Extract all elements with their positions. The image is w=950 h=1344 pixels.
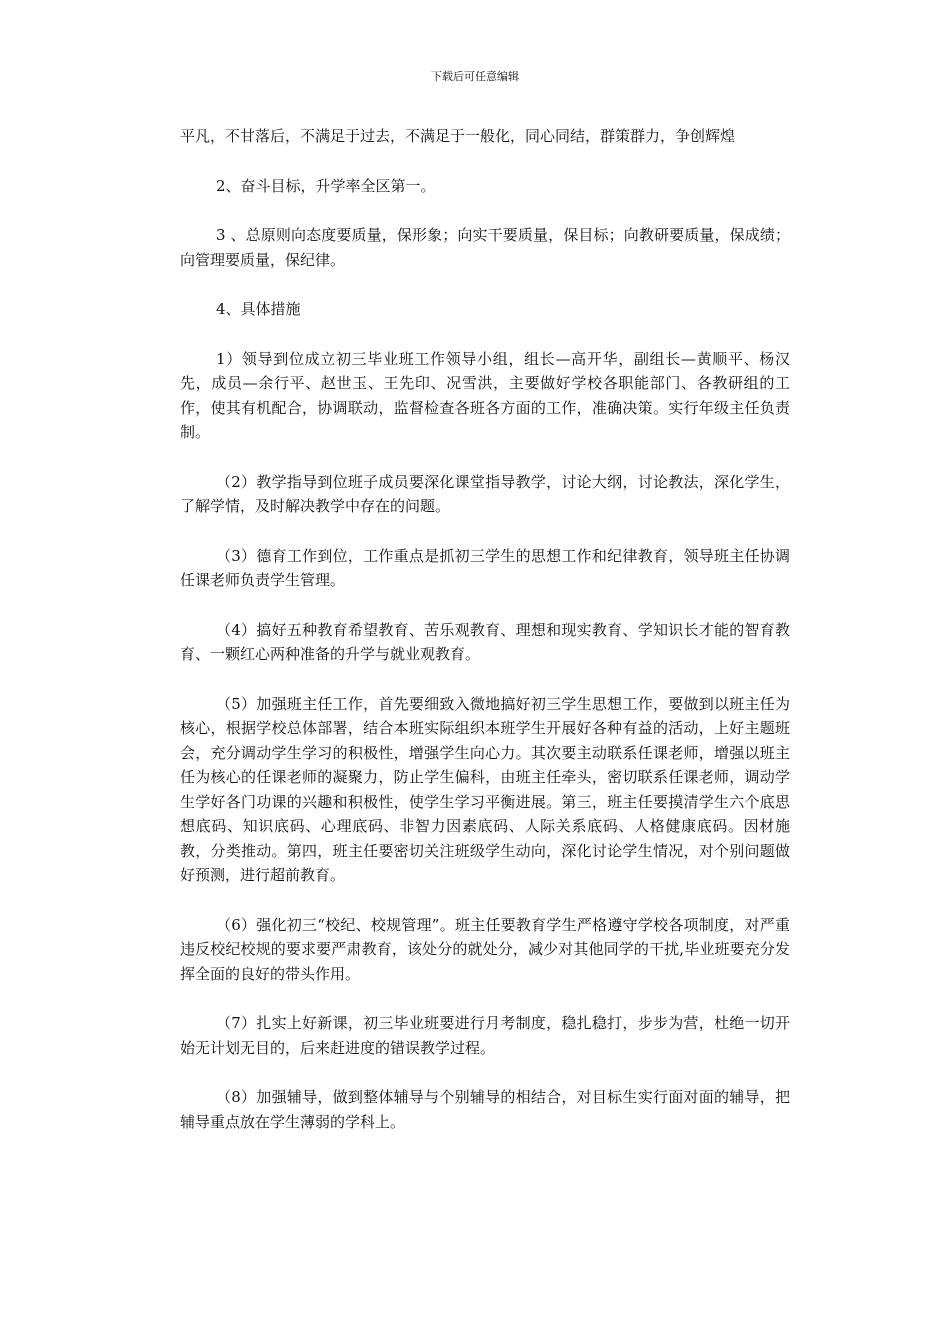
paragraph-measure-2: （2）教学指导到位班子成员要深化课堂指导教学，讨论大纲，讨论教法，深化学生，了解学情，及时解决教学中存在的问题。 [180, 472, 790, 515]
document-body [180, 124, 790, 1159]
paragraph-goal: 2、奋斗目标，升学率全区第一。 [216, 176, 436, 195]
paragraph-measure-6: （6）强化初三“校纪、校规管理”。班主任要教育学生严格遵守学校各项制度，对严重违反校纪校规的要求要严肃教育，该处分的就处分，减少对其他同学的干扰,毕业班要充分发挥全面的良好的带头作用。 [180, 915, 790, 983]
paragraph-measure-7: （7）扎实上好新课，初三毕业班要进行月考制度，稳扎稳打，步步为营，杜绝一切开始无计划无目的，后来赶进度的错误教学过程。 [180, 1014, 790, 1057]
paragraph-measure-8: （8）加强辅导，做到整体辅导与个别辅导的相结合，对目标生实行面对面的辅导，把辅导重点放在学生薄弱的学科上。 [180, 1088, 790, 1131]
paragraph-measure-5: （5）加强班主任工作，首先要细致入微地搞好初三学生思想工作，要做到以班主任为核心，根据学校总体部署，结合本班实际组织本班学生开展好各种有益的活动，上好主题班会，充分调动学生学习的积极性，增强学生向心力。其次要主动联系任课老师，增强以班主任为核心的任课老师的凝聚力，防止学生偏科，由班主任牵头，密切联系任课老师，调动学生学好各门功课的兴趣和积极性，使学生学习平衡进展。第三，班主任要摸清学生六个底思想底码、知识底码、心理底码、非智力因素底码、人际关系底码、人格健康底码。因材施教，分类推动。第四，班主任要密切关注班级学生动向，深化讨论学生情况，对个别问题做好预测，进行超前教育。 [180, 694, 790, 884]
paragraph-measures-heading: 4、具体措施 [216, 300, 301, 318]
paragraph-measure-3: （3）德育工作到位，工作重点是抓初三学生的思想工作和纪律教育，领导班主任协调任课老师负责学生管理。 [180, 546, 790, 589]
paragraph-measure-1: 1）领导到位成立初三毕业班工作领导小组，组长—高开华，副组长—黄顺平、杨汉先，成员—余行平、赵世玉、王先印、况雪洪，主要做好学校各职能部门、各教研组的工作，使其有机配合，协调联动，监督检查各班各方面的工作，准确决策。实行年级主任负责制。 [180, 349, 790, 441]
paragraph-continuation: 平凡，不甘落后，不满足于过去，不满足于一般化，同心同结，群策群力，争创辉煌 [180, 127, 736, 145]
paragraph-principle: 3 、总原则向态度要质量，保形象；向实干要质量，保目标；向教研要质量，保成绩；向管理要质量，保纪律。 [180, 226, 790, 269]
header-note: 下载后可任意编辑 [431, 70, 519, 83]
paragraph-measure-4: （4）搞好五种教育希望教育、苦乐观教育、理想和现实教育、学知识长才能的智育教育、一颗红心两种准备的升学与就业观教育。 [180, 620, 790, 663]
